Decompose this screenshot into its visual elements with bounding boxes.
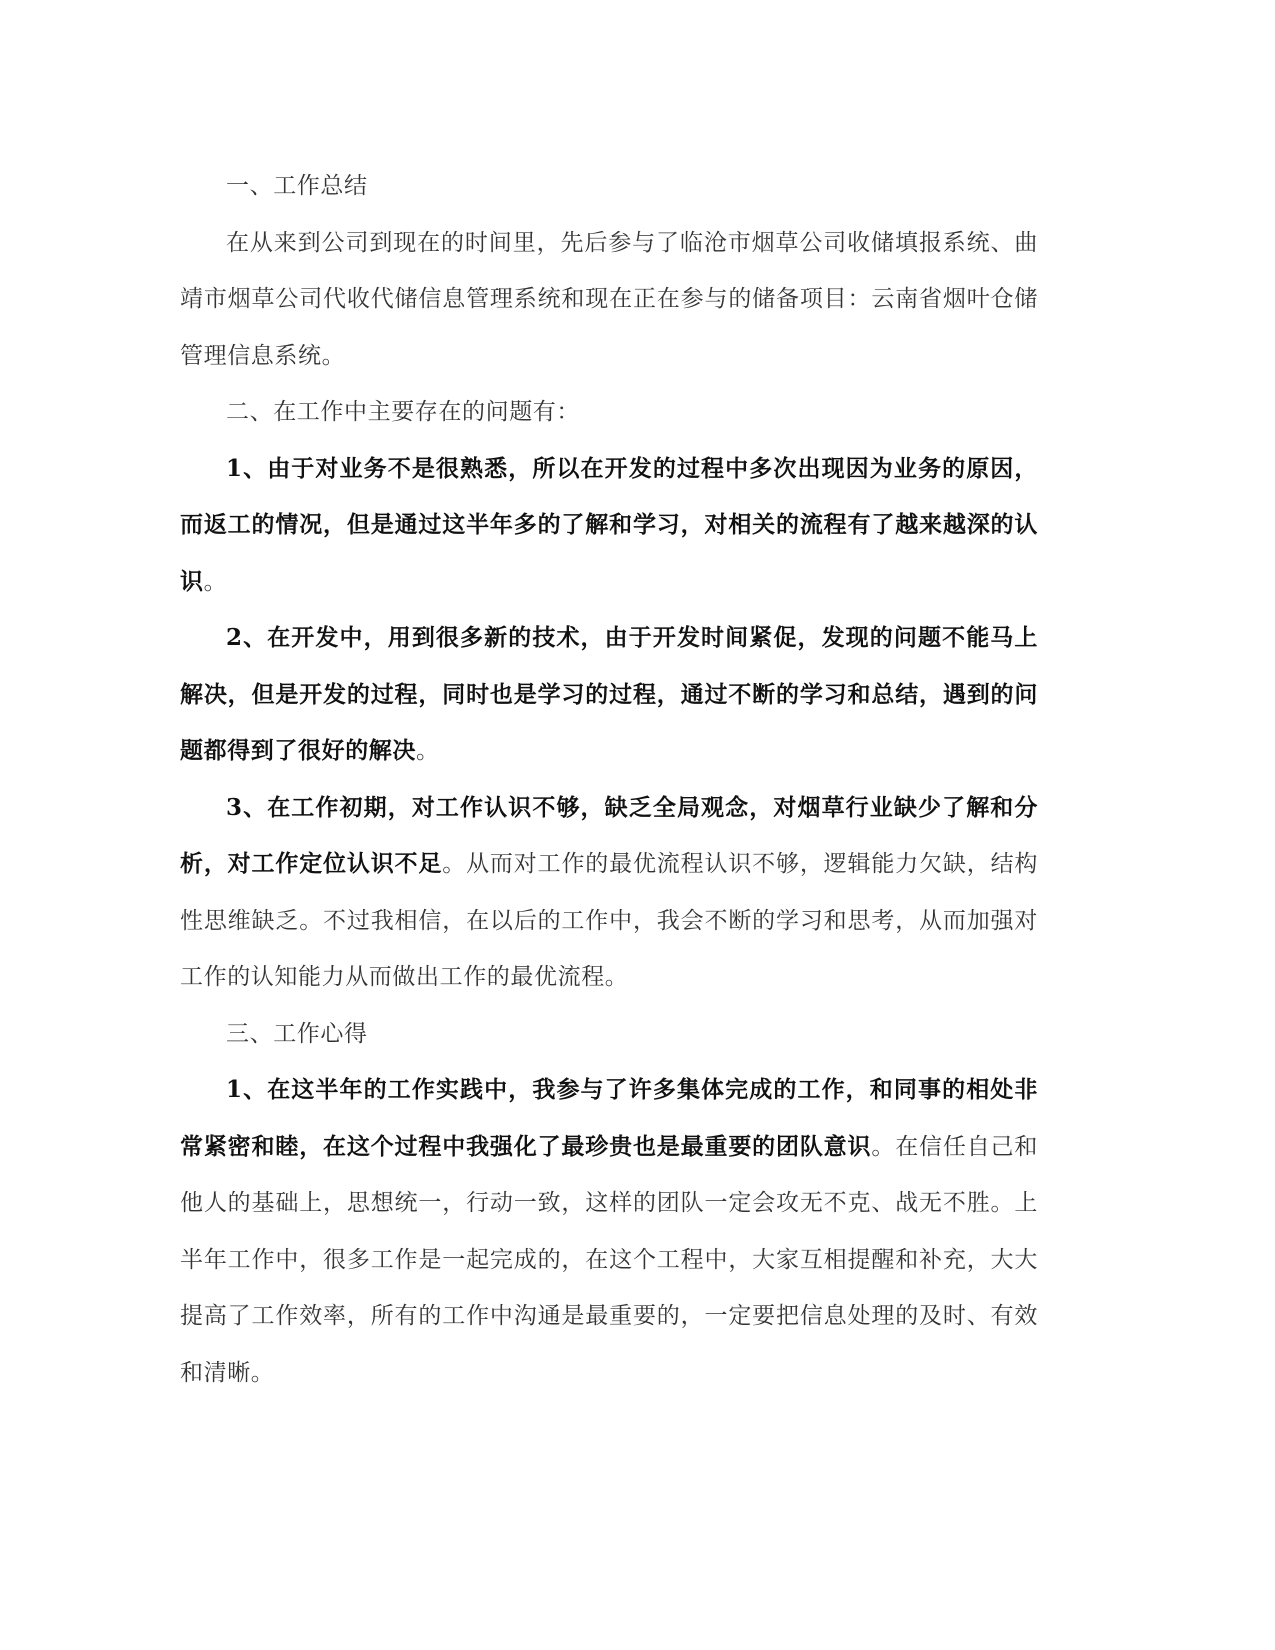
problem-item-2-bold: 2、在开发中，用到很多新的技术，由于开发时间紧促，发现的问题不能马上解决，但是开发的过程，同时也是学习的过程，通过不断的学习和总结，遇到的问题都得到了很好的解决 [180,624,1038,764]
problem-item-3 [180,780,1038,1006]
problem-item-3-bold: 3、在工作初期，对工作认识不够，缺乏全局观念，对烟草行业缺少了解和分析，对工作定位认识不足 [180,793,1038,877]
problem-item-1-tail: 。 [203,568,228,595]
problem-item-3-tail: 。从而对工作的最优流程认识不够，逻辑能力欠缺，结构性思维缺乏。不过我相信，在以后的工作中，我会不断的学习和思考，从而加强对工作的认知能力从而做出工作的最优流程。 [180,851,1039,990]
problem-item-1-bold: 1、由于对业务不是很熟悉，所以在开发的过程中多次出现因为业务的原因，而返工的情况，但是通过这半年多的了解和学习，对相关的流程有了越来越深的认识 [180,454,1038,595]
section-heading-experience: 三、工作心得 [226,1020,368,1047]
problem-item-2 [180,610,1038,780]
section-heading-work-summary: 一、工作总结 [226,173,368,199]
experience-item-1 [180,1062,1038,1401]
experience-item-1-bold: 1、在这半年的工作实践中，我参与了许多集体完成的工作，和同事的相处非常紧密和睦，在这个过程中我强化了最珍贵也是最重要的团队意识 [180,1076,1038,1160]
document-page [180,158,1038,1401]
problem-item-2-tail: 。 [416,738,440,764]
problem-item-1 [180,441,1038,611]
experience-item-1-tail: 。在信任自己和他人的基础上，思想统一，行动一致，这样的团队一定会攻无不克、战无不胜。上半年工作中，很多工作是一起完成的，在这个工程中，大家互相提醒和补充，大大提高了工作效率，所有的工作中沟通是最重要的，一定要把信息处理的及时、有效和清晰。 [180,1133,1038,1386]
section-heading-problems: 二、在工作中主要存在的问题有： [226,399,580,425]
paragraph-projects: 在从来到公司到现在的时间里，先后参与了临沧市烟草公司收储填报系统、曲靖市烟草公司代收代储信息管理系统和现在正在参与的储备项目：云南省烟叶仓储管理信息系统。 [180,229,1038,369]
